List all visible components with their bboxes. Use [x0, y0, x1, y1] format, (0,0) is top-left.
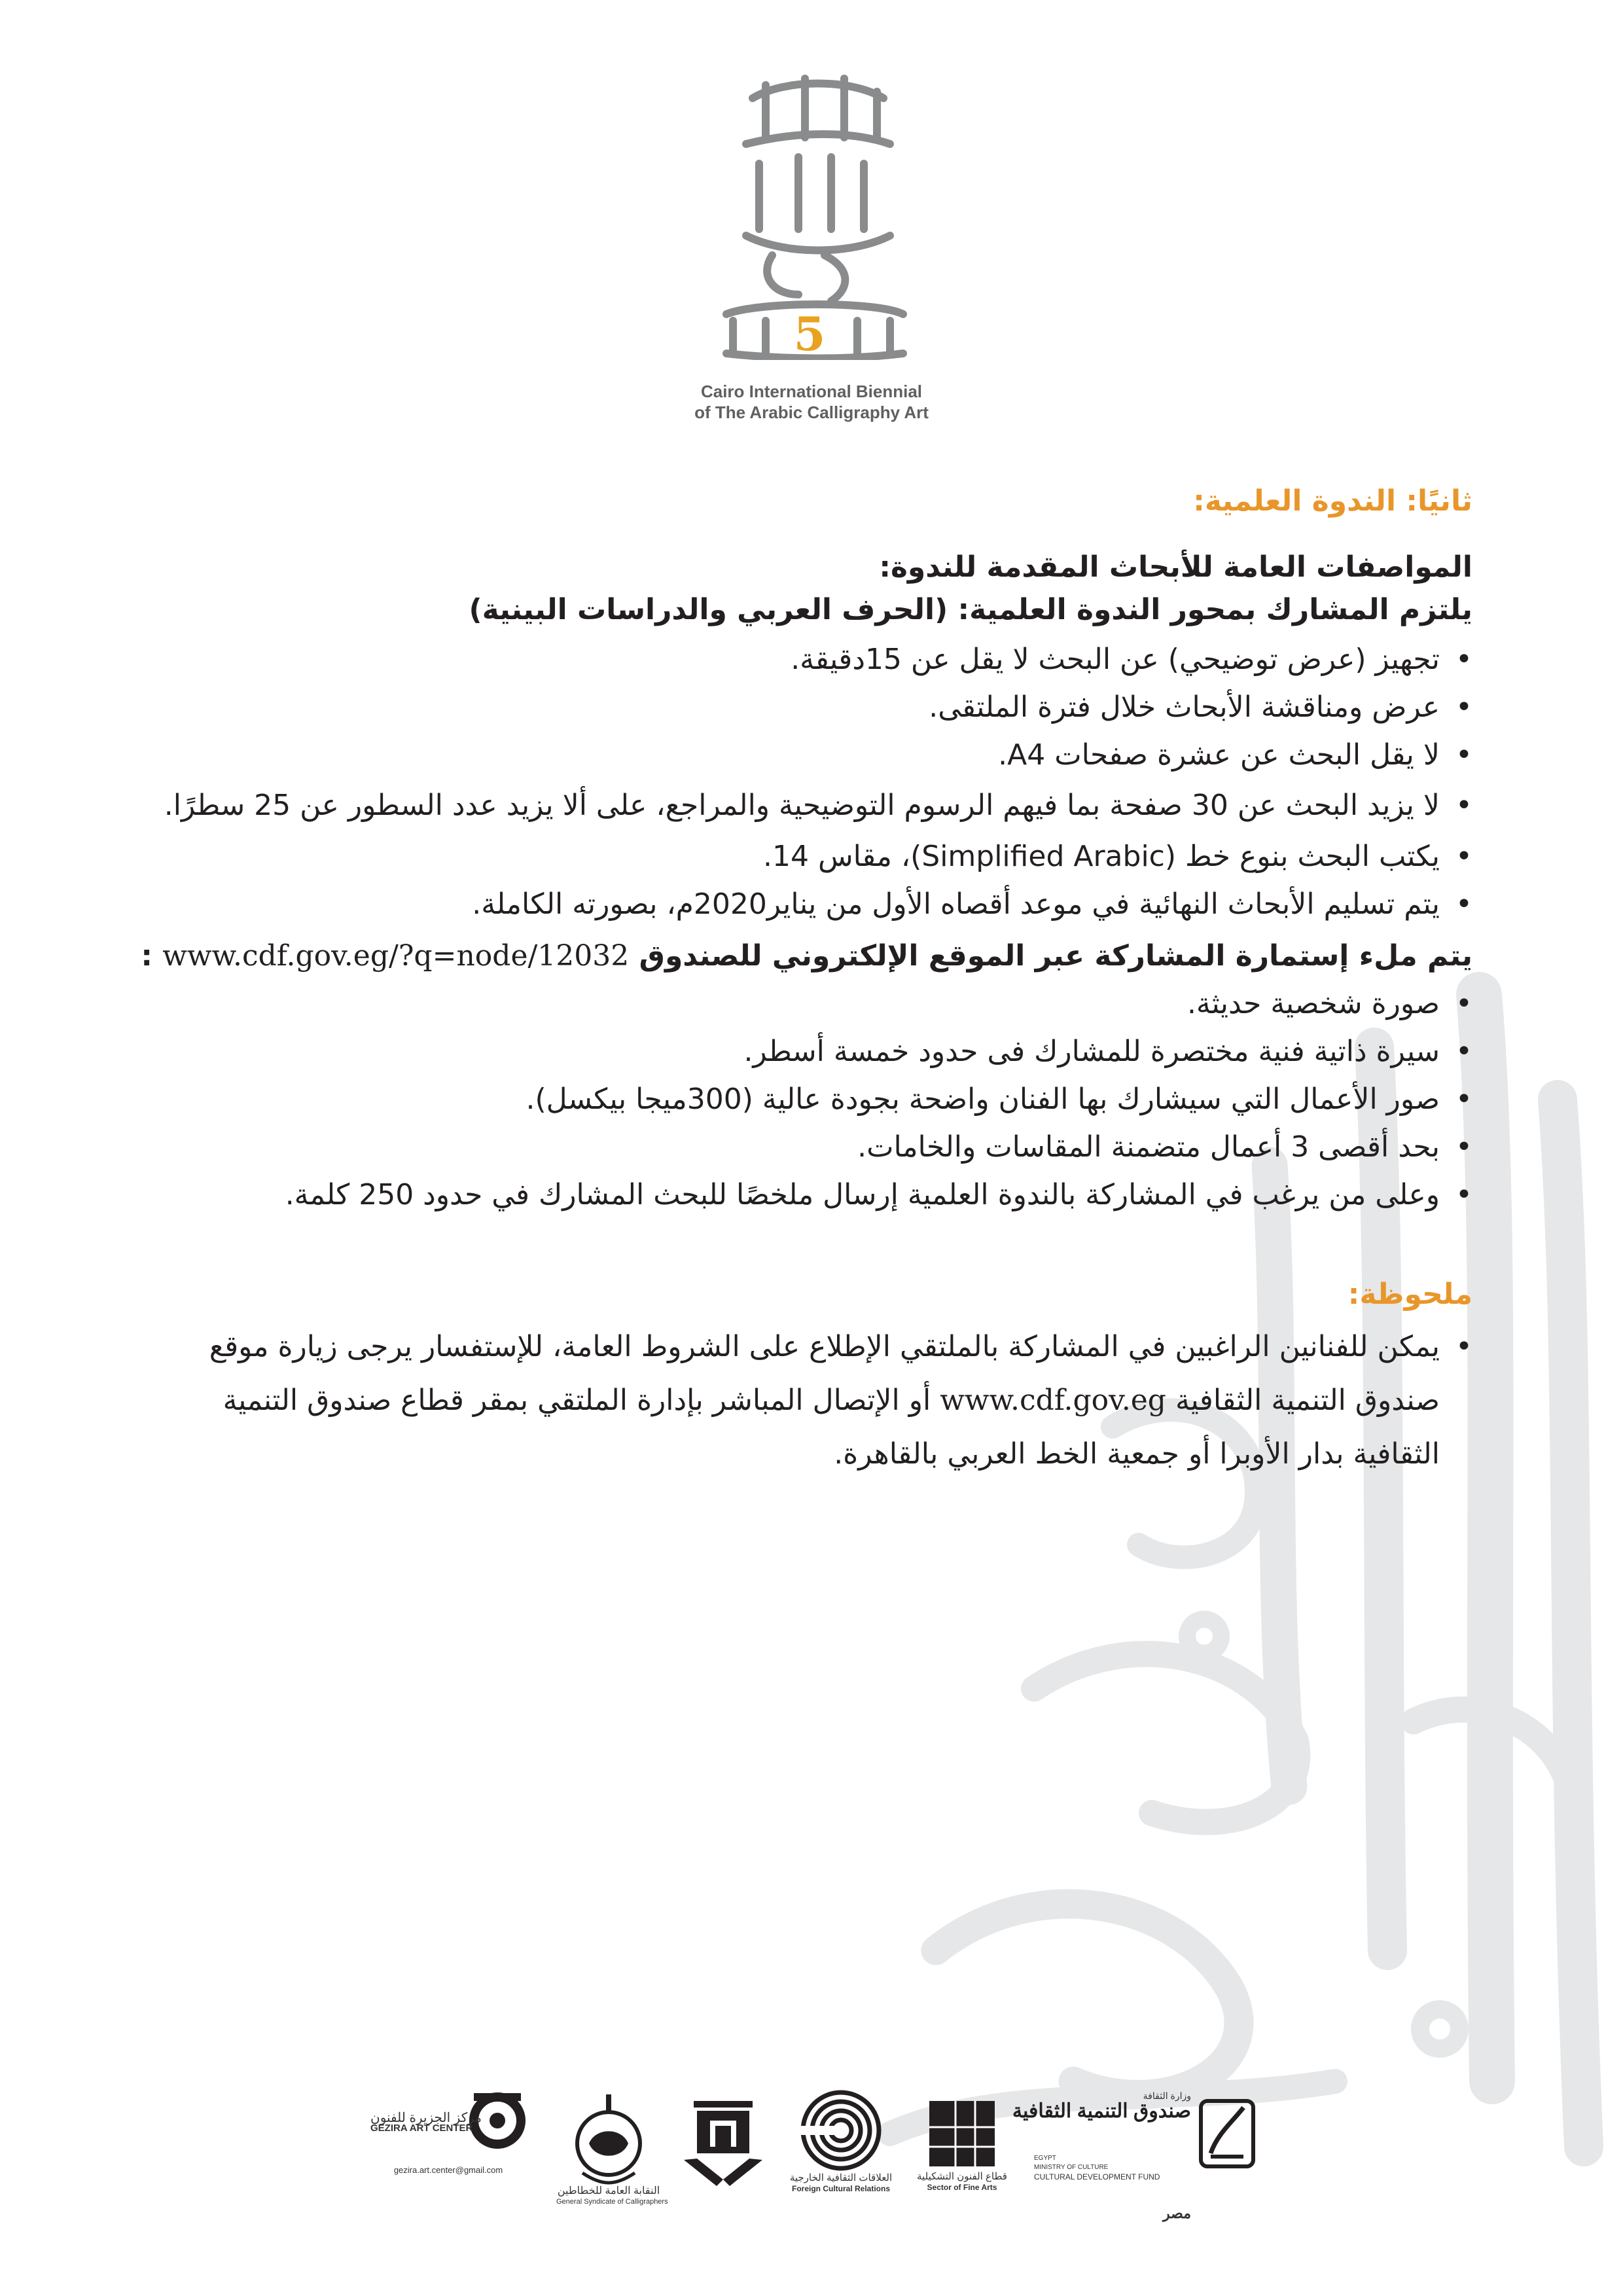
biennial-logo: [654, 59, 969, 425]
list-item: • عرض ومناقشة الأبحاث خلال فترة الملتقى.: [131, 683, 1472, 731]
seminar-axis-line: يلتزم المشارك بمحور الندوة العلمية: (الحرف العربي والدراسات البينية): [469, 593, 1472, 626]
calligraphy-logo-icon: [654, 59, 969, 360]
list-item: • لا يقل البحث عن عشرة صفحات A4.: [131, 731, 1472, 779]
list-item: • وعلى من يرغب في المشاركة بالندوة العلمية إرسال ملخصًا للبحث المشارك في حدود 250 كلمة.: [131, 1171, 1472, 1219]
note-text-part2: أو الإتصال المباشر بإدارة الملتقي بمقر قطاع صندوق التنمية الثقافية بدار الأوبرا أو جمعية الخط العربي بالقاهرة.: [223, 1384, 1440, 1471]
cdf-name: CULTURAL DEVELOPMENT FUND: [1034, 2172, 1160, 2181]
cultural-development-fund-logo: [1012, 2088, 1257, 2221]
research-requirements-list: [131, 636, 1472, 928]
syndicate-name: General Syndicate of Calligraphers: [556, 2198, 668, 2206]
list-item: • بحد أقصى 3 أعمال متضمنة المقاسات والخامات.: [131, 1123, 1472, 1171]
logo-caption-line2: of The Arabic Calligraphy Art: [694, 403, 929, 422]
list-item: • صورة شخصية حديثة.: [131, 980, 1472, 1028]
form-url-link[interactable]: www.cdf.gov.eg/?q=node/12032: [162, 939, 630, 973]
cdf-arabic-bottom: مصر: [1162, 2205, 1191, 2221]
foreign-relations-name: Foreign Cultural Relations: [791, 2184, 890, 2193]
form-line-suffix: :: [141, 939, 152, 973]
opera-house-logo: [674, 2088, 772, 2219]
concentric-rings-icon: [798, 2088, 883, 2173]
syndicate-emblem-icon: [569, 2088, 648, 2186]
list-item: • صور الأعمال التي سيشارك بها الفنان واضحة بجودة عالية (300ميجا بيكسل).: [131, 1075, 1472, 1123]
cdf-ministry: MINISTRY OF CULTURE: [1034, 2164, 1109, 2171]
main-content: [131, 484, 1472, 1481]
gezira-email: gezira.art.center@gmail.com: [393, 2165, 503, 2175]
list-item: • تجهيز (عرض توضيحي) عن البحث لا يقل عن 15دقيقة.: [131, 636, 1472, 683]
foreign-cultural-relations-logo: [785, 2088, 897, 2219]
gezira-art-center-logo: [366, 2088, 530, 2219]
list-item: • لا يزيد البحث عن 30 صفحة بما فيهم الرسوم التوضيحية والمراجع، على ألا يزيد عدد السطور عن 25 سطرًا.: [131, 779, 1472, 833]
list-item: • سيرة ذاتية فنية مختصرة للمشارك فى حدود خمسة أسطر.: [131, 1028, 1472, 1075]
form-submission-line: [131, 932, 1472, 980]
sponsor-logos: [366, 2088, 1257, 2219]
fine-arts-arabic: قطاع الفنون التشكيلية: [917, 2171, 1007, 2182]
form-line-text: يتم ملء إستمارة المشاركة عبر الموقع الإلكتروني للصندوق: [639, 939, 1472, 973]
grid-square-icon: [929, 2101, 995, 2166]
logo-caption-line1: Cairo International Biennial: [700, 382, 923, 401]
fine-arts-name: Sector of Fine Arts: [927, 2183, 997, 2192]
cdf-emblem-icon: [1198, 2094, 1257, 2206]
cdf-arabic-top: وزارة الثقافة: [1143, 2090, 1191, 2101]
foreign-relations-arabic: العلاقات الثقافية الخارجية: [789, 2172, 893, 2183]
note-heading: ملحوظة:: [1347, 1278, 1472, 1311]
gezira-name: GEZIRA ART CENTER: [370, 2123, 473, 2134]
syndicate-logo: [556, 2088, 668, 2219]
fine-arts-sector-logo: [910, 2088, 1014, 2219]
research-specs-heading: المواصفات العامة للأبحاث المقدمة للندوة:: [879, 550, 1472, 584]
cdf-arabic-main: صندوق التنمية الثقافية: [1012, 2100, 1191, 2122]
section-heading: ثانيًا: الندوة العلمية:: [1193, 484, 1472, 518]
cdf-website-link[interactable]: www.cdf.gov.eg: [940, 1384, 1166, 1417]
list-item: • يتم تسليم الأبحاث النهائية في موعد أقصاه الأول من يناير2020م، بصورته الكاملة.: [131, 880, 1472, 928]
list-item: • يكتب البحث بنوع خط (Simplified Arabic)، مقاس 14.: [131, 833, 1472, 880]
edition-number: 5: [793, 307, 826, 360]
gezira-arabic: مركز الجزيرة للفنون: [370, 2111, 482, 2125]
note-text: [131, 1320, 1472, 1481]
submission-requirements-list: [131, 980, 1472, 1219]
note-text-part1: يمكن للفنانين الراغبين في المشاركة بالملتقي الإطلاع على الشروط العامة، للإستفسار يرجى زيارة موقع صندوق التنمية الثقافية: [209, 1330, 1440, 1417]
cdf-egypt: EGYPT: [1034, 2155, 1056, 2162]
syndicate-arabic: النقابة العامة للخطاطين: [557, 2185, 660, 2197]
building-icon: [677, 2088, 769, 2193]
